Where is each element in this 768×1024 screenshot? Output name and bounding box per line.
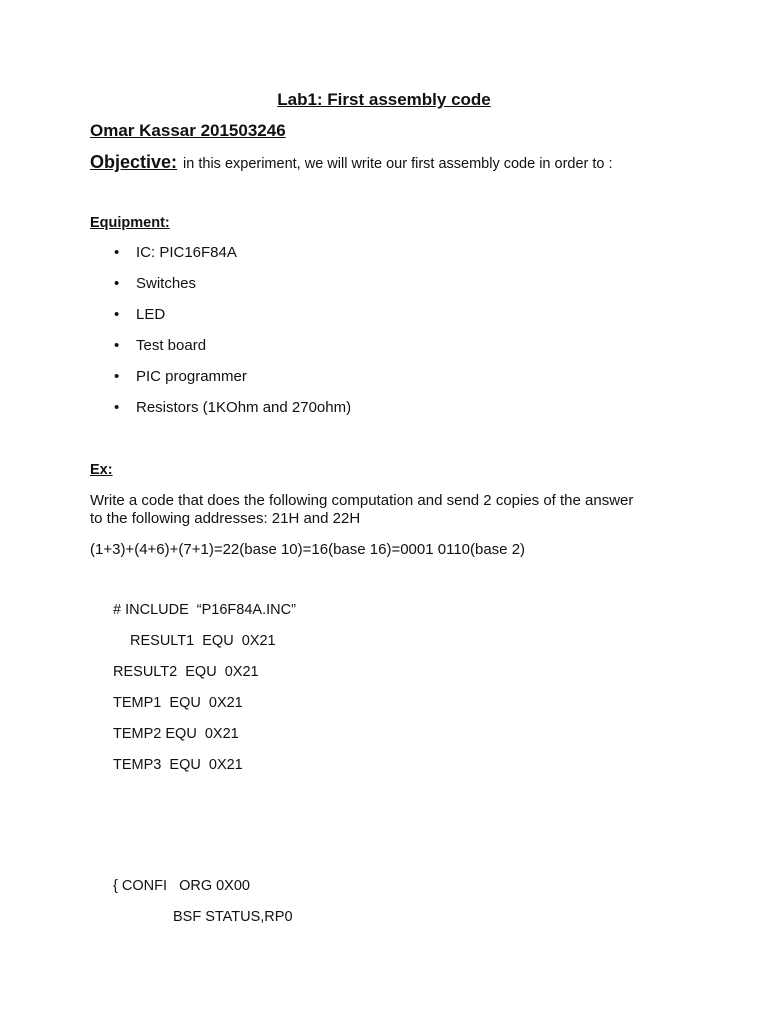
code-line: { CONFI ORG 0X00 xyxy=(113,878,250,894)
bullet-icon: • xyxy=(114,399,120,416)
bullet-icon: • xyxy=(114,337,120,354)
code-line: RESULT1 EQU 0X21 xyxy=(130,633,276,649)
objective-label: Objective: xyxy=(90,152,178,172)
code-line: TEMP2 EQU 0X21 xyxy=(113,726,239,742)
equipment-item: Test board xyxy=(136,337,207,354)
objective-text: in this experiment, we will write our first assembly code in order to : xyxy=(183,156,613,172)
equipment-list xyxy=(112,244,351,430)
ex-description: Write a code that does the following computation and send 2 copies of the answer to the following addresses: 21H and 22H xyxy=(90,492,634,527)
bullet-icon: • xyxy=(114,368,120,385)
ex-computation: (1+3)+(4+6)+(7+1)=22(base 10)=16(base 16)=0001 0110(base 2) xyxy=(90,541,526,558)
list-item xyxy=(112,399,351,430)
equipment-item: LED xyxy=(136,306,166,323)
objective-line xyxy=(90,152,613,173)
equipment-item: Switches xyxy=(136,275,197,292)
list-item xyxy=(112,368,351,399)
code-line: RESULT2 EQU 0X21 xyxy=(113,664,259,680)
author-line: Omar Kassar 201503246 xyxy=(90,121,286,140)
list-item xyxy=(112,244,351,275)
code-line: BSF STATUS,RP0 xyxy=(173,909,293,925)
list-item xyxy=(112,337,351,368)
list-item xyxy=(112,306,351,337)
bullet-icon: • xyxy=(114,306,120,323)
code-line: # INCLUDE “P16F84A.INC” xyxy=(113,602,296,618)
ex-heading: Ex: xyxy=(90,462,113,478)
code-line: TEMP1 EQU 0X21 xyxy=(113,695,243,711)
equipment-item: Resistors (1KOhm and 270ohm) xyxy=(136,399,352,416)
code-line: TEMP3 EQU 0X21 xyxy=(113,757,243,773)
bullet-icon: • xyxy=(114,275,120,292)
list-item xyxy=(112,275,351,306)
equipment-heading: Equipment: xyxy=(90,215,170,231)
document-title: Lab1: First assembly code xyxy=(277,90,491,109)
bullet-icon: • xyxy=(114,244,120,261)
equipment-item: IC: PIC16F84A xyxy=(136,244,237,261)
equipment-item: PIC programmer xyxy=(136,368,247,385)
